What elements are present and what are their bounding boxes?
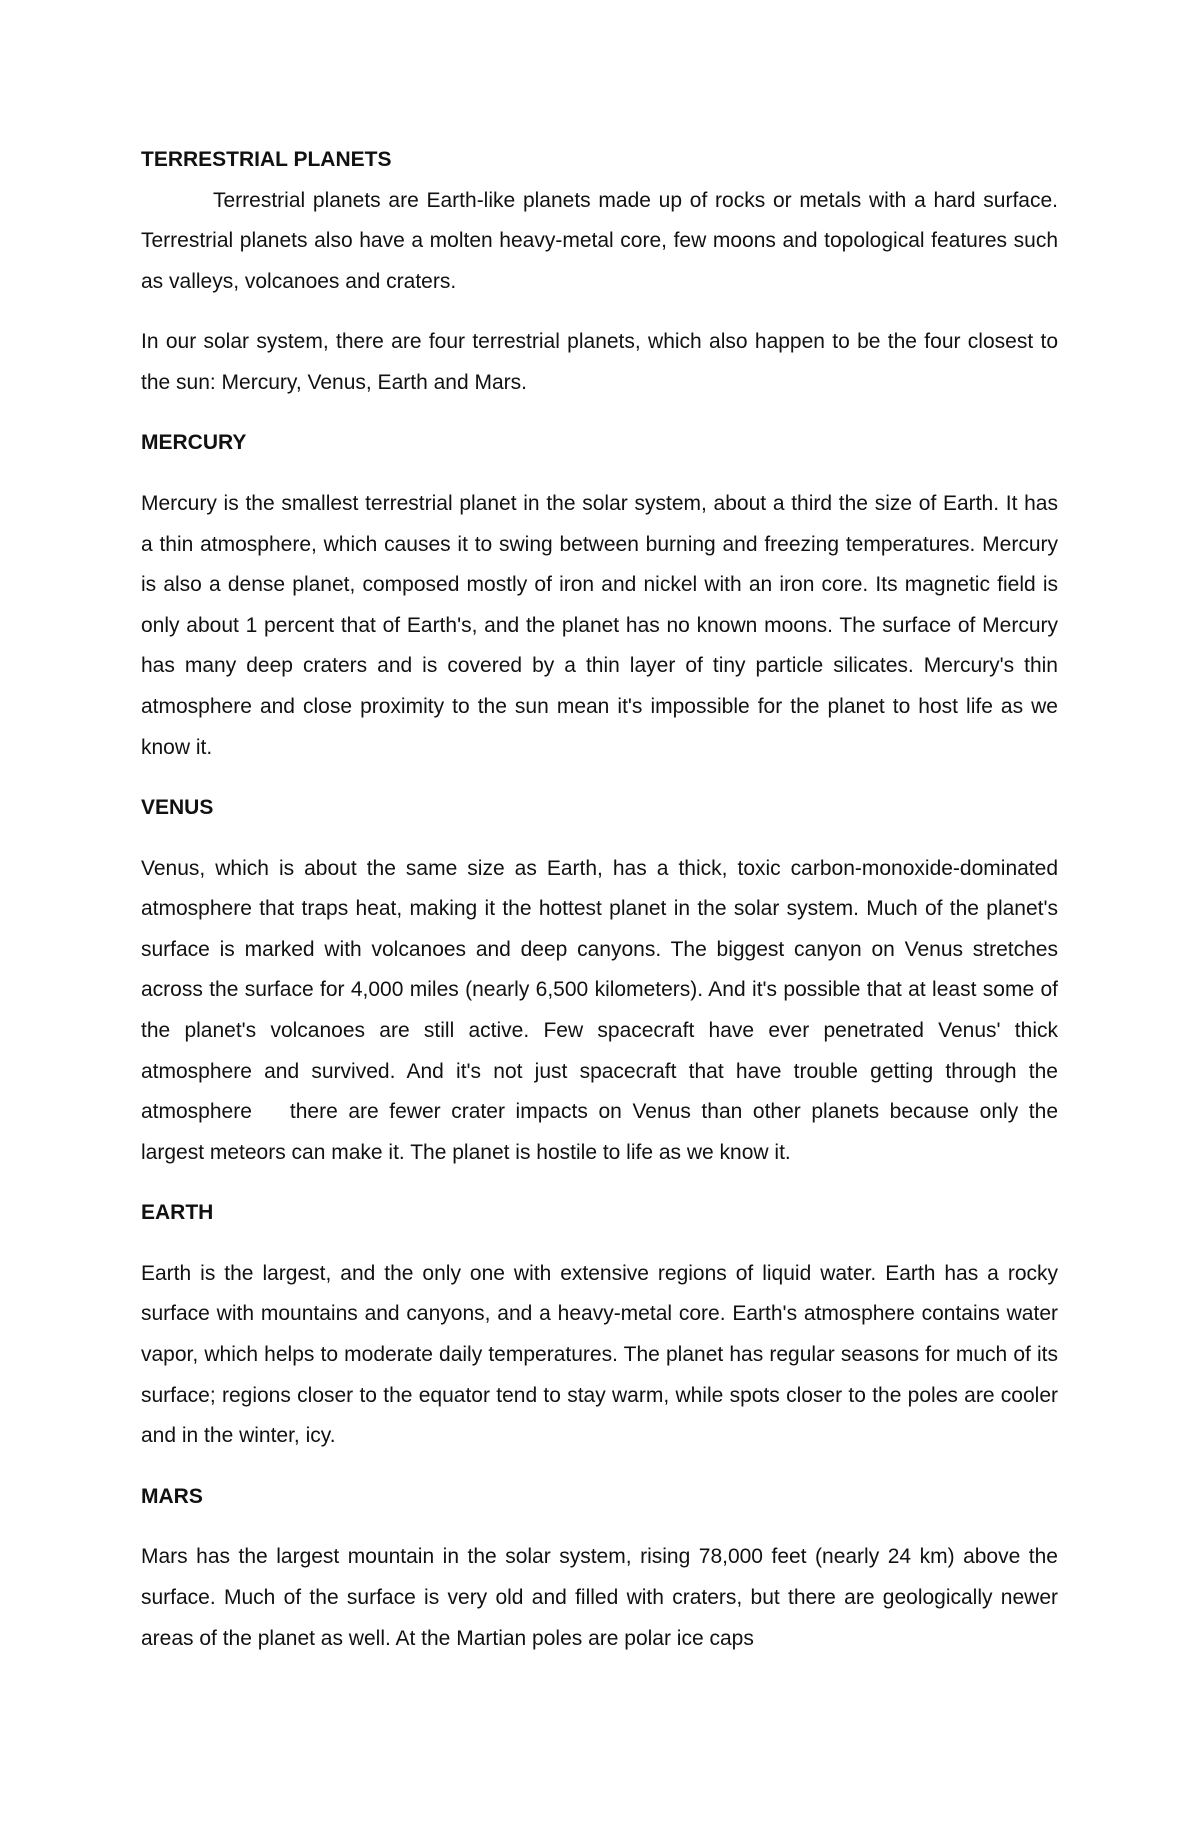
mercury-paragraph: Mercury is the smallest terrestrial planet in the solar system, about a third the size of Earth. It has a thin atmosphere, which causes it to swing between burning and freezing temperatures. Mercury is also a dense planet, composed mostly of iron and nickel with an iron core. Its magnetic field is only about 1 percent that of Earth's, and the planet has no known moons. The surface of Mercury has many deep craters and is covered by a thin layer of tiny particle silicates. Mercury's thin atmosphere and close proximity to the sun mean it's impossible for the planet to host life as we know it. [141,491,1058,759]
earth-paragraph: Earth is the largest, and the only one with extensive regions of liquid water. Earth has a rocky surface with mountains and canyons, and a heavy-metal core. Earth's atmosphere contains water vapor, which helps to moderate daily temperatures. The planet has regular seasons for much of its surface; regions closer to the equator tend to stay warm, while spots closer to the poles are cooler and in the winter, icy. [141,1261,1058,1448]
solar-system-paragraph: In our solar system, there are four terrestrial planets, which also happen to be the four closest to the sun: Mercury, Venus, Earth and Mars. [141,330,1058,394]
mars-paragraph: Mars has the largest mountain in the solar system, rising 78,000 feet (nearly 24 km) above the surface. Much of the surface is very old and filled with craters, but there are geologically newer areas of the planet as well. At the Martian poles are polar ice caps [141,1545,1058,1650]
intro-paragraph: Terrestrial planets are Earth-like planets made up of rocks or metals with a hard surface. Terrestrial planets also have a molten heavy-metal core, few moons and topological features such as valleys, volcanoes and craters. [141,188,1058,293]
section-heading-venus: VENUS [141,796,214,820]
venus-paragraph: Venus, which is about the same size as Earth, has a thick, toxic carbon-monoxide-dominated atmosphere that traps heat, making it the hottest planet in the solar system. Much of the planet's surface is marked with volcanoes and deep canyons. The biggest canyon on Venus stretches across the surface for 4,000 miles (nearly 6,500 kilometers). And it's possible that at least some of the planet's volcanoes are still active. Few spacecraft have ever penetrated Venus' thick atmosphere and survived. And it's not just spacecraft that have trouble getting through the atmosphere  there are fewer crater impacts on Venus than other planets because only the largest meteors can make it. The planet is hostile to life as we know it. [141,856,1058,1164]
section-heading-mars: MARS [141,1484,203,1508]
section-heading-mercury: MERCURY [141,431,247,455]
section-heading-earth: EARTH [141,1201,214,1225]
section-heading-terrestrial-planets: TERRESTRIAL PLANETS [141,148,392,171]
document-page [141,140,1058,1659]
